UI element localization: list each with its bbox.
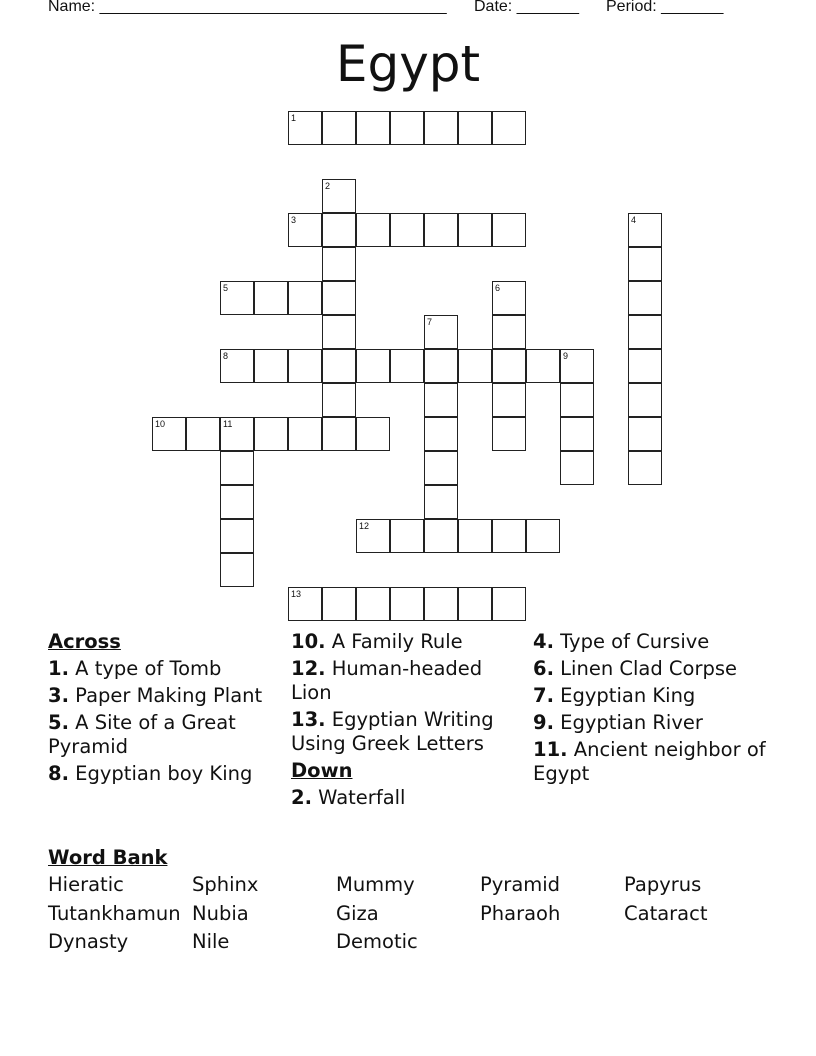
clue-item [48, 657, 280, 681]
clue-number-label: 1. [48, 657, 69, 680]
grid-cell[interactable] [628, 417, 662, 451]
grid-cell[interactable] [628, 281, 662, 315]
grid-cell[interactable] [390, 587, 424, 621]
word-bank-item: Giza [336, 902, 379, 925]
grid-cell[interactable] [288, 281, 322, 315]
grid-cell[interactable] [390, 111, 424, 145]
grid-cell[interactable] [322, 213, 356, 247]
grid-cell[interactable] [356, 213, 390, 247]
grid-cell[interactable] [628, 383, 662, 417]
clue-item [533, 711, 773, 735]
clue-number-label: 10. [291, 630, 326, 653]
clue-text: Type of Cursive [553, 630, 710, 653]
grid-cell[interactable] [424, 485, 458, 519]
clue-number: 10 [155, 419, 166, 429]
grid-cell[interactable] [288, 213, 322, 247]
clue-item [533, 657, 773, 681]
clue-number-label: 6. [533, 657, 554, 680]
grid-cell[interactable] [390, 519, 424, 553]
grid-cell[interactable] [492, 587, 526, 621]
clue-item [533, 684, 773, 708]
grid-cell[interactable] [560, 383, 594, 417]
clue-number-label: 12. [291, 657, 326, 680]
grid-cell[interactable] [288, 349, 322, 383]
grid-cell[interactable] [220, 451, 254, 485]
grid-cell[interactable] [288, 417, 322, 451]
clue-item [291, 630, 523, 654]
grid-cell[interactable] [152, 417, 186, 451]
word-bank-item: Mummy [336, 873, 415, 896]
clue-number: 12 [359, 521, 370, 531]
grid-cell[interactable] [356, 417, 390, 451]
clue-number: 11 [223, 419, 233, 429]
grid-cell[interactable] [220, 485, 254, 519]
grid-cell[interactable] [356, 519, 390, 553]
grid-cell[interactable] [424, 315, 458, 349]
puzzle-title: Egypt [335, 35, 481, 93]
grid-cell[interactable] [322, 315, 356, 349]
grid-cell[interactable] [322, 247, 356, 281]
grid-cell[interactable] [220, 349, 254, 383]
clue-number: 13 [291, 589, 302, 599]
clue-text: A Family Rule [325, 630, 463, 653]
grid-cell[interactable] [288, 111, 322, 145]
grid-cell[interactable] [492, 383, 526, 417]
date-field[interactable]: Date: _______ [474, 0, 579, 15]
grid-cell[interactable] [356, 111, 390, 145]
word-bank-item: Tutankhamun [48, 902, 181, 925]
grid-cell[interactable] [492, 417, 526, 451]
clue-number: 2 [325, 181, 331, 191]
grid-cell[interactable] [526, 519, 560, 553]
clue-column-1 [48, 630, 280, 789]
grid-cell[interactable] [356, 349, 390, 383]
grid-cell[interactable] [458, 349, 492, 383]
grid-cell[interactable] [492, 519, 526, 553]
grid-cell[interactable] [458, 111, 492, 145]
clue-number-label: 5. [48, 711, 69, 734]
grid-cell[interactable] [424, 417, 458, 451]
clue-number: 3 [291, 215, 297, 225]
grid-cell[interactable] [560, 349, 594, 383]
clue-item [291, 657, 523, 705]
grid-cell[interactable] [424, 349, 458, 383]
clue-item [48, 711, 280, 759]
clue-item [291, 708, 523, 756]
clue-number-label: 2. [291, 786, 312, 809]
clue-number: 5 [223, 283, 229, 293]
clue-text: Human-headed Lion [291, 657, 483, 704]
grid-cell[interactable] [628, 315, 662, 349]
grid-cell[interactable] [492, 315, 526, 349]
grid-cell[interactable] [220, 281, 254, 315]
grid-cell[interactable] [322, 383, 356, 417]
clue-column-3 [533, 630, 773, 789]
grid-cell[interactable] [458, 587, 492, 621]
clue-item [48, 762, 280, 786]
clue-number: 7 [427, 317, 433, 327]
word-bank-item: Nile [192, 930, 230, 953]
across-heading: Across [48, 630, 121, 653]
grid-cell[interactable] [322, 349, 356, 383]
grid-cell[interactable] [220, 519, 254, 553]
grid-cell[interactable] [492, 111, 526, 145]
grid-cell[interactable] [628, 247, 662, 281]
clue-text: Egyptian River [553, 711, 703, 734]
clue-text: Waterfall [311, 786, 406, 809]
word-bank-item: Dynasty [48, 930, 129, 953]
word-bank-heading: Word Bank [48, 846, 168, 869]
grid-cell[interactable] [628, 451, 662, 485]
grid-cell[interactable] [322, 111, 356, 145]
clue-item [533, 630, 773, 654]
grid-cell[interactable] [526, 349, 560, 383]
period-field[interactable]: Period: _______ [606, 0, 724, 15]
grid-cell[interactable] [220, 417, 254, 451]
grid-cell[interactable] [628, 213, 662, 247]
clue-column-2 [291, 630, 523, 813]
grid-cell[interactable] [424, 451, 458, 485]
grid-cell[interactable] [186, 417, 220, 451]
grid-cell[interactable] [390, 213, 424, 247]
clue-number-label: 7. [533, 684, 554, 707]
grid-cell[interactable] [424, 587, 458, 621]
clue-text: Egyptian King [553, 684, 696, 707]
word-bank-item: Hieratic [48, 873, 124, 896]
grid-cell[interactable] [322, 587, 356, 621]
clue-number-label: 3. [48, 684, 69, 707]
clue-number-label: 11. [533, 738, 568, 761]
clue-number: 1 [291, 113, 297, 123]
grid-cell[interactable] [220, 553, 254, 587]
grid-cell[interactable] [458, 213, 492, 247]
clue-text: Paper Making Plant [68, 684, 263, 707]
clue-number: 8 [223, 351, 229, 361]
clue-number-label: 4. [533, 630, 554, 653]
grid-cell[interactable] [322, 179, 356, 213]
clue-text: Egyptian boy King [68, 762, 253, 785]
clue-item [291, 786, 523, 810]
grid-cell[interactable] [356, 587, 390, 621]
clue-number: 6 [495, 283, 501, 293]
grid-cell[interactable] [492, 349, 526, 383]
clue-number-label: 8. [48, 762, 69, 785]
clue-item [533, 738, 773, 786]
grid-cell[interactable] [424, 383, 458, 417]
clue-text: A Site of a Great Pyramid [48, 711, 236, 758]
clue-text: Ancient neighbor of Egypt [533, 738, 766, 785]
word-bank-item: Demotic [336, 930, 418, 953]
clue-number-label: 13. [291, 708, 326, 731]
word-bank-item: Nubia [192, 902, 249, 925]
grid-cell[interactable] [254, 349, 288, 383]
word-bank-item: Papyrus [624, 873, 702, 896]
grid-cell[interactable] [424, 213, 458, 247]
grid-cell[interactable] [288, 587, 322, 621]
clue-item [48, 684, 280, 708]
clue-number: 4 [631, 215, 637, 225]
down-heading: Down [291, 759, 353, 782]
clue-number-label: 9. [533, 711, 554, 734]
word-bank-item: Pyramid [480, 873, 561, 896]
clue-text: A type of Tomb [68, 657, 222, 680]
grid-cell[interactable] [254, 417, 288, 451]
grid-cell[interactable] [322, 281, 356, 315]
name-field[interactable]: Name: _______________________________________ [48, 0, 447, 15]
grid-cell[interactable] [628, 349, 662, 383]
grid-cell[interactable] [254, 281, 288, 315]
grid-cell[interactable] [458, 519, 492, 553]
grid-cell[interactable] [322, 417, 356, 451]
grid-cell[interactable] [560, 451, 594, 485]
clue-text: Egyptian Writing Using Greek Letters [291, 708, 494, 755]
word-bank-item: Cataract [624, 902, 708, 925]
grid-cell[interactable] [424, 519, 458, 553]
grid-cell[interactable] [424, 111, 458, 145]
word-bank-item: Pharaoh [480, 902, 561, 925]
grid-cell[interactable] [492, 213, 526, 247]
clue-text: Linen Clad Corpse [553, 657, 738, 680]
word-bank-item: Sphinx [192, 873, 259, 896]
grid-cell[interactable] [390, 349, 424, 383]
grid-cell[interactable] [492, 281, 526, 315]
clue-number: 9 [563, 351, 569, 361]
grid-cell[interactable] [560, 417, 594, 451]
